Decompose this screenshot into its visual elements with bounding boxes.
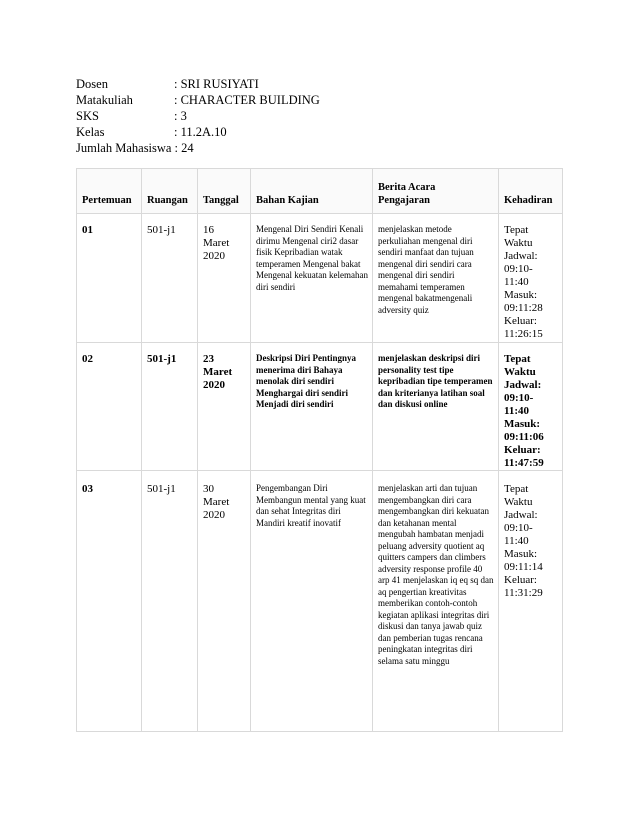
kehadiran-keluar-label: Keluar: xyxy=(504,444,541,456)
row-tanggal-day: 30 xyxy=(203,483,214,495)
row-tanggal xyxy=(198,471,251,732)
kehadiran-jadwal-start: 09:10- xyxy=(504,522,533,534)
row-tanggal-day: 23 xyxy=(203,353,214,365)
col-pertemuan: Pertemuan xyxy=(77,169,142,214)
row-berita-acara: menjelaskan metode perkuliahan mengenal diri sendiri manfaat dan tujuan mengenal diri sendiri cara mengenal diri sendiri memahami temperamen mengenal bakatmengenali adversity quiz xyxy=(373,214,499,343)
table-row xyxy=(77,471,563,732)
row-pertemuan: 02 xyxy=(77,343,142,471)
col-kehadiran: Kehadiran xyxy=(499,169,563,214)
attendance-table xyxy=(76,168,563,732)
row-ruangan: 501-j1 xyxy=(142,343,198,471)
kehadiran-status-2: Waktu xyxy=(504,237,533,249)
sks-row xyxy=(76,108,320,124)
dosen-label: Dosen xyxy=(76,77,108,91)
kehadiran-jadwal-label: Jadwal: xyxy=(504,379,542,391)
kehadiran-jadwal-label: Jadwal: xyxy=(504,250,538,262)
kehadiran-masuk-time: 09:11:28 xyxy=(504,302,543,314)
kehadiran-status-1: Tepat xyxy=(504,483,529,495)
sks-label: SKS xyxy=(76,109,99,123)
kehadiran-keluar-time: 11:47:59 xyxy=(504,457,544,469)
row-bahan-kajian: Deskripsi Diri Pentingnya menerima diri Bahaya menolak diri sendiri Menghargai diri sendiri Menjadi diri sendiri xyxy=(251,343,373,471)
col-bahan-kajian: Bahan Kajian xyxy=(251,169,373,214)
row-bahan-kajian: Mengenal Diri Sendiri Kenali dirimu Mengenal ciri2 dasar fisik Kepribadian watak temperamen Mengenal bakat Mengenal kekuatan kelemahan diri sendiri xyxy=(251,214,373,343)
row-tanggal-month: Maret xyxy=(203,237,230,249)
table-header-row xyxy=(77,169,563,214)
kehadiran-jadwal-end: 11:40 xyxy=(504,276,529,288)
col-tanggal: Tanggal xyxy=(198,169,251,214)
kehadiran-jadwal-label: Jadwal: xyxy=(504,509,538,521)
row-kehadiran xyxy=(499,471,563,732)
lecture-info-header xyxy=(76,76,320,156)
row-tanggal-day: 16 xyxy=(203,224,214,236)
row-berita-acara: menjelaskan arti dan tujuan mengembangkan diri cara mengembangkan diri kekuatan dan ketahanan mental mengubah hambatan menjadi peluang adversity quotient aq quitters campers dan climbers adversity response profile 40 arp 41 menjelaskan iq eq sq dan aq pengertian kreativitas memberikan contoh-contoh kegiatan aplikasi integritas diri diskusi dan tanya jawab quiz dan pemberian tugas rencana peningkatan integritas diri selama satu minggu xyxy=(373,471,499,732)
row-kehadiran xyxy=(499,214,563,343)
kehadiran-masuk-time: 09:11:06 xyxy=(504,431,544,443)
kehadiran-status-2: Waktu xyxy=(504,496,533,508)
kehadiran-masuk-label: Masuk: xyxy=(504,289,537,301)
kehadiran-masuk-label: Masuk: xyxy=(504,418,541,430)
matakuliah-value: : CHARACTER BUILDING xyxy=(174,93,320,107)
row-tanggal xyxy=(198,214,251,343)
row-tanggal-year: 2020 xyxy=(203,250,225,262)
row-tanggal-month: Maret xyxy=(203,496,230,508)
row-pertemuan: 01 xyxy=(77,214,142,343)
row-ruangan: 501-j1 xyxy=(142,471,198,732)
row-ruangan: 501-j1 xyxy=(142,214,198,343)
jumlah-mahasiswa-label: Jumlah Mahasiswa xyxy=(76,141,172,155)
kehadiran-status-2: Waktu xyxy=(504,366,536,378)
kehadiran-keluar-label: Keluar: xyxy=(504,315,537,327)
kehadiran-keluar-time: 11:31:29 xyxy=(504,587,543,599)
jumlah-mahasiswa-value: : 24 xyxy=(174,141,194,155)
row-tanggal xyxy=(198,343,251,471)
kehadiran-status-1: Tepat xyxy=(504,224,529,236)
table-row xyxy=(77,214,563,343)
kehadiran-jadwal-end: 11:40 xyxy=(504,535,529,547)
kelas-row xyxy=(76,124,320,140)
kehadiran-masuk-time: 09:11:14 xyxy=(504,561,543,573)
row-tanggal-year: 2020 xyxy=(203,379,225,391)
col-ruangan: Ruangan xyxy=(142,169,198,214)
kehadiran-masuk-label: Masuk: xyxy=(504,548,537,560)
kehadiran-jadwal-start: 09:10- xyxy=(504,263,533,275)
dosen-value: : SRI RUSIYATI xyxy=(174,77,259,91)
matakuliah-label: Matakuliah xyxy=(76,93,133,107)
matakuliah-row xyxy=(76,92,320,108)
kelas-label: Kelas xyxy=(76,125,105,139)
jumlah-mahasiswa-row xyxy=(76,140,320,156)
kelas-value: : 11.2A.10 xyxy=(174,125,227,139)
dosen-row xyxy=(76,76,320,92)
sks-value: : 3 xyxy=(174,109,187,123)
row-tanggal-year: 2020 xyxy=(203,509,225,521)
row-bahan-kajian: Pengembangan Diri Membangun mental yang kuat dan sehat Integritas diri Mandiri kreatif inovatif xyxy=(251,471,373,732)
kehadiran-jadwal-end: 11:40 xyxy=(504,405,530,417)
col-berita-acara xyxy=(373,169,499,214)
row-kehadiran xyxy=(499,343,563,471)
table-row xyxy=(77,343,563,471)
col-berita-acara-line1: Berita Acara xyxy=(378,182,436,193)
row-tanggal-month: Maret xyxy=(203,366,233,378)
row-berita-acara: menjelaskan deskripsi diri personality test tipe kepribadian tipe temperamen dan kriterianya latihan soal dan diskusi online xyxy=(373,343,499,471)
kehadiran-status-1: Tepat xyxy=(504,353,531,365)
kehadiran-keluar-label: Keluar: xyxy=(504,574,537,586)
kehadiran-jadwal-start: 09:10- xyxy=(504,392,534,404)
row-pertemuan: 03 xyxy=(77,471,142,732)
kehadiran-keluar-time: 11:26:15 xyxy=(504,328,543,340)
col-berita-acara-line2: Pengajaran xyxy=(378,195,430,206)
